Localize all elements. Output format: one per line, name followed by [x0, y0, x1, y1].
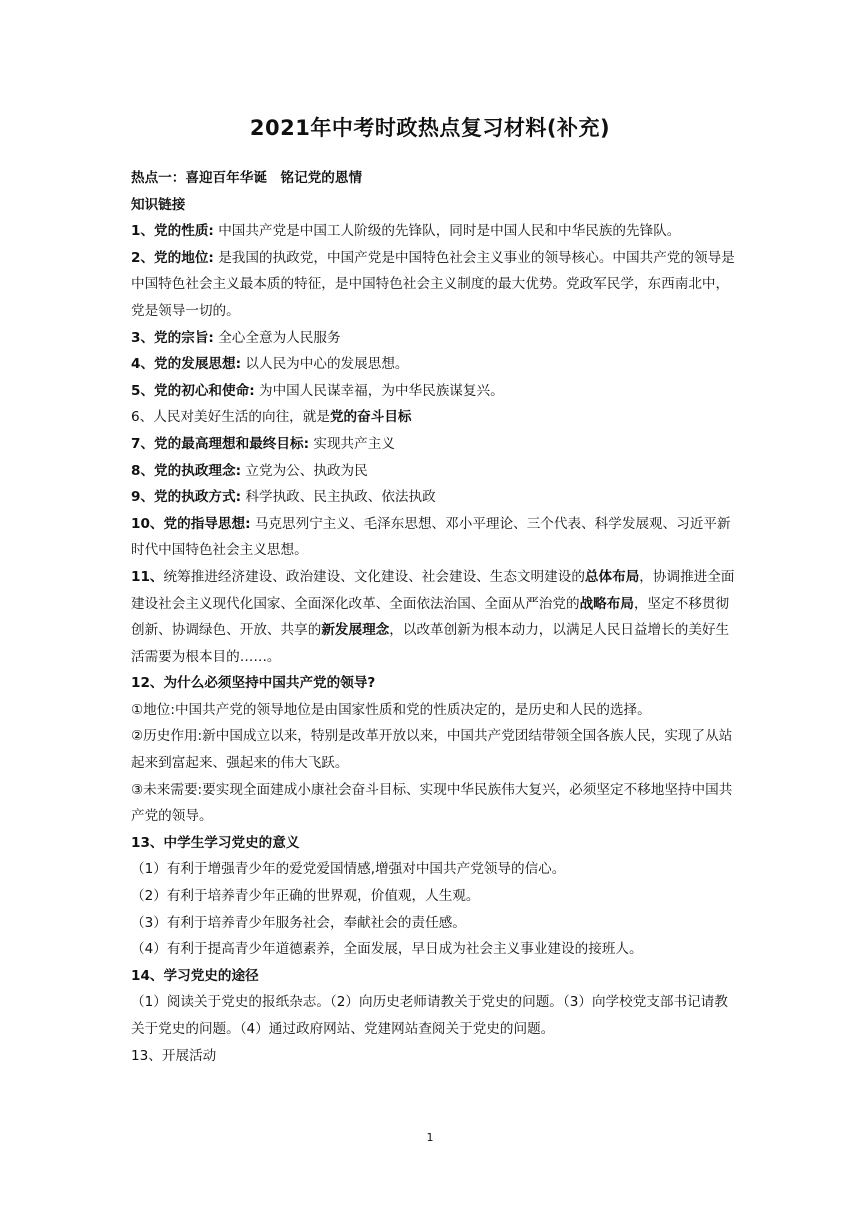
item-11: [131, 564, 736, 670]
item-1: [131, 218, 736, 245]
q13-point-3: （3）有利于培养青少年服务社会，奉献社会的责任感。: [131, 914, 466, 931]
item-text: 为中国人民谋幸福，为中华民族谋复兴。: [258, 382, 504, 399]
item-label: 1、党的性质:: [131, 223, 214, 240]
item-5: [131, 378, 736, 405]
item-text: 全心全意为人民服务: [218, 329, 341, 346]
question-12-heading: 12、为什么必须坚持中国共产党的领导?: [131, 675, 376, 692]
item-9: [131, 484, 736, 511]
item-label: 2、党的地位:: [131, 249, 214, 266]
item-text: ，协调推进全面建设社会主义现代化国家、全面深化改革、全面依法治国、全面从严治党的: [131, 568, 735, 612]
item-bold: 总体布局: [584, 568, 640, 585]
item-text: ，以改革创新为根本动力，以满足人民日益增长的美好生活需要为根本目的……。: [131, 622, 730, 665]
item-text: 立党为公、执政为民: [245, 462, 368, 479]
item-6: [131, 404, 736, 431]
q12-point-2: ②历史作用:新中国成立以来，特别是改革开放以来，中国共产党团结带领全国各族人民，实现了从站起来到富起来、强起来的伟大飞跃。: [131, 728, 733, 772]
item-7: [131, 431, 736, 458]
item-bold: 新发展理念: [321, 622, 390, 639]
q14-text: （1）阅读关于党史的报纸杂志。（2）向历史老师请教关于党史的问题。（3）向学校党支部书记请教关于党史的问题。（4）通过政府网站、党建网站查阅关于党史的问题。: [131, 994, 728, 1037]
document-title: 2021年中考时政热点复习材料(补充): [249, 116, 611, 140]
q12-point-1: ①地位:中国共产党的领导地位是由国家性质和党的性质决定的，是历史和人民的选择。: [131, 701, 651, 718]
item-label: 5、党的初心和使命:: [131, 382, 255, 399]
question-13-heading: 13、中学生学习党史的意义: [131, 834, 300, 851]
item-label: 10、党的指导思想:: [131, 515, 251, 532]
section-activities-heading: 13、开展活动: [131, 1047, 217, 1064]
item-text: 以人民为中心的发展思想。: [245, 356, 409, 373]
q12-point-3: ③未来需要:要实现全面建成小康社会奋斗目标、实现中华民族伟大复兴，必须坚定不移地坚持中国共产党的领导。: [131, 781, 733, 825]
item-text: 统筹推进经济建设、政治建设、文化建设、社会建设、生态文明建设的: [163, 568, 585, 585]
item-bold: 党的奋斗目标: [329, 409, 412, 426]
item-4: [131, 351, 736, 378]
q13-point-1: （1）有利于增强青少年的爱党爱国情感,增强对中国共产党领导的信心。: [131, 861, 566, 878]
item-label: 9、党的执政方式:: [131, 489, 242, 506]
item-label: 7、党的最高理想和最终目标:: [131, 435, 310, 452]
item-text: 中国共产党是中国工人阶级的先锋队，同时是中国人民和中华民族的先锋队。: [218, 223, 681, 240]
document-body: [131, 165, 736, 1069]
item-text: 是我国的执政党，中国产党是中国特色社会主义事业的领导核心。中国共产党的领导是中国特色社会主义最本质的特征，是中国特色社会主义制度的最大优势。党政军民学，东西南北中，党是领导一切的。: [131, 249, 735, 319]
item-text: 6、人民对美好生活的向往，就是: [131, 409, 330, 426]
item-text: 科学执政、民主执政、依法执政: [245, 489, 436, 506]
item-label: 3、党的宗旨:: [131, 329, 214, 346]
item-10: [131, 511, 736, 564]
q13-point-2: （2）有利于培养青少年正确的世界观，价值观，人生观。: [131, 888, 480, 905]
item-label: 11、: [131, 568, 164, 585]
section-heading: 知识链接: [131, 196, 186, 213]
item-2: [131, 245, 736, 325]
page-number: 1: [426, 1131, 434, 1144]
item-text: 实现共产主义: [313, 435, 395, 452]
question-14-heading: 14、学习党史的途径: [131, 967, 259, 984]
hotspot-heading: 热点一：喜迎百年华诞 铭记党的恩情: [131, 170, 363, 186]
item-3: [131, 325, 736, 352]
q13-point-4: （4）有利于提高青少年道德素养，全面发展，早日成为社会主义事业建设的接班人。: [131, 941, 643, 958]
item-8: [131, 458, 736, 485]
item-text: ，坚定不移贯彻创新、协调绿色、开放、共享的: [131, 595, 730, 639]
item-label: 8、党的执政理念:: [131, 462, 242, 479]
item-bold: 战略布局: [579, 595, 634, 612]
item-text: 马克思列宁主义、毛泽东思想、邓小平理论、三个代表、科学发展观、习近平新时代中国特色社会主义思想。: [131, 515, 731, 559]
item-label: 4、党的发展思想:: [131, 356, 242, 373]
